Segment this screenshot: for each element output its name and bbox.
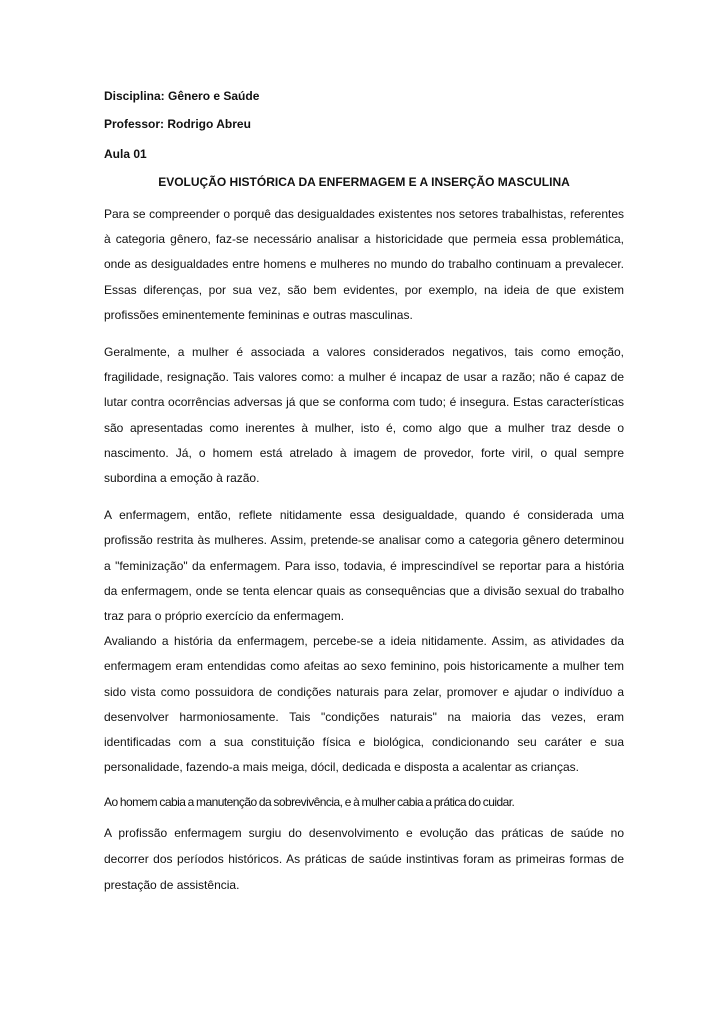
paragraph-4: Avaliando a história da enfermagem, percebe-se a ideia nitidamente. Assim, as atividades da enfermagem eram entendidas como afeitas ao sexo feminino, pois historicamente a mulher tem sido vista como possuidora de condições naturais para zelar, promover e ajudar o indivíduo a desenvolver harmoniosamente. Tais "condições naturais" na maioria das vezes, eram identificadas com a sua constituição física e biológica, condicionando seu caráter e sua personalidade, fazendo-a mais meiga, dócil, dedicada e disposta a acalentar as crianças.	[104, 634, 624, 775]
document-title: EVOLUÇÃO HISTÓRICA DA ENFERMAGEM E A INSERÇÃO MASCULINA	[158, 175, 570, 189]
paragraph-3: A enfermagem, então, reflete nitidamente essa desigualdade, quando é considerada uma profissão restrita às mulheres. Assim, pretende-se analisar como a categoria gênero determinou a "feminização" da enfermagem. Para isso, todavia, é imprescindível se reportar para a história da enfermagem, onde se tenta elencar quais as consequências que a divisão sexual do trabalho traz para o próprio exercício da enfermagem.	[104, 508, 624, 624]
paragraph-1: Para se compreender o porquê das desigualdades existentes nos setores trabalhistas, referentes à categoria gênero, faz-se necessário analisar a historicidade que permeia essa problemática, onde as desigualdades entre homens e mulheres no mundo do trabalho continuam a prevalecer. Essas diferenças, por sua vez, são bem evidentes, por exemplo, na ideia de que existem profissões eminentemente femininas e outras masculinas.	[104, 207, 624, 322]
discipline-line: Disciplina: Gênero e Saúde	[104, 89, 260, 103]
paragraph-6: A profissão enfermagem surgiu do desenvolvimento e evolução das práticas de saúde no decorrer dos períodos históricos. As práticas de saúde instintivas foram as primeiras formas de prestação de assistência.	[104, 826, 624, 893]
lesson-line: Aula 01	[104, 147, 147, 161]
paragraph-2: Geralmente, a mulher é associada a valores considerados negativos, tais como emoção, fragilidade, resignação. Tais valores como: a mulher é incapaz de usar a razão; não é capaz de lutar contra ocorrências adversas já que se conforma com tudo; é insegura. Estas características são apresentadas como inerentes à mulher, isto é, como algo que a mulher traz desde o nascimento. Já, o homem está atrelado à imagem de provedor, forte viril, o qual sempre subordina a emoção à razão.	[104, 345, 624, 486]
paragraph-5: Ao homem cabia a manutenção da sobrevivência, e à mulher cabia a prática do cuidar.	[104, 795, 515, 810]
professor-line: Professor: Rodrigo Abreu	[104, 117, 251, 131]
document-page	[104, 88, 624, 898]
